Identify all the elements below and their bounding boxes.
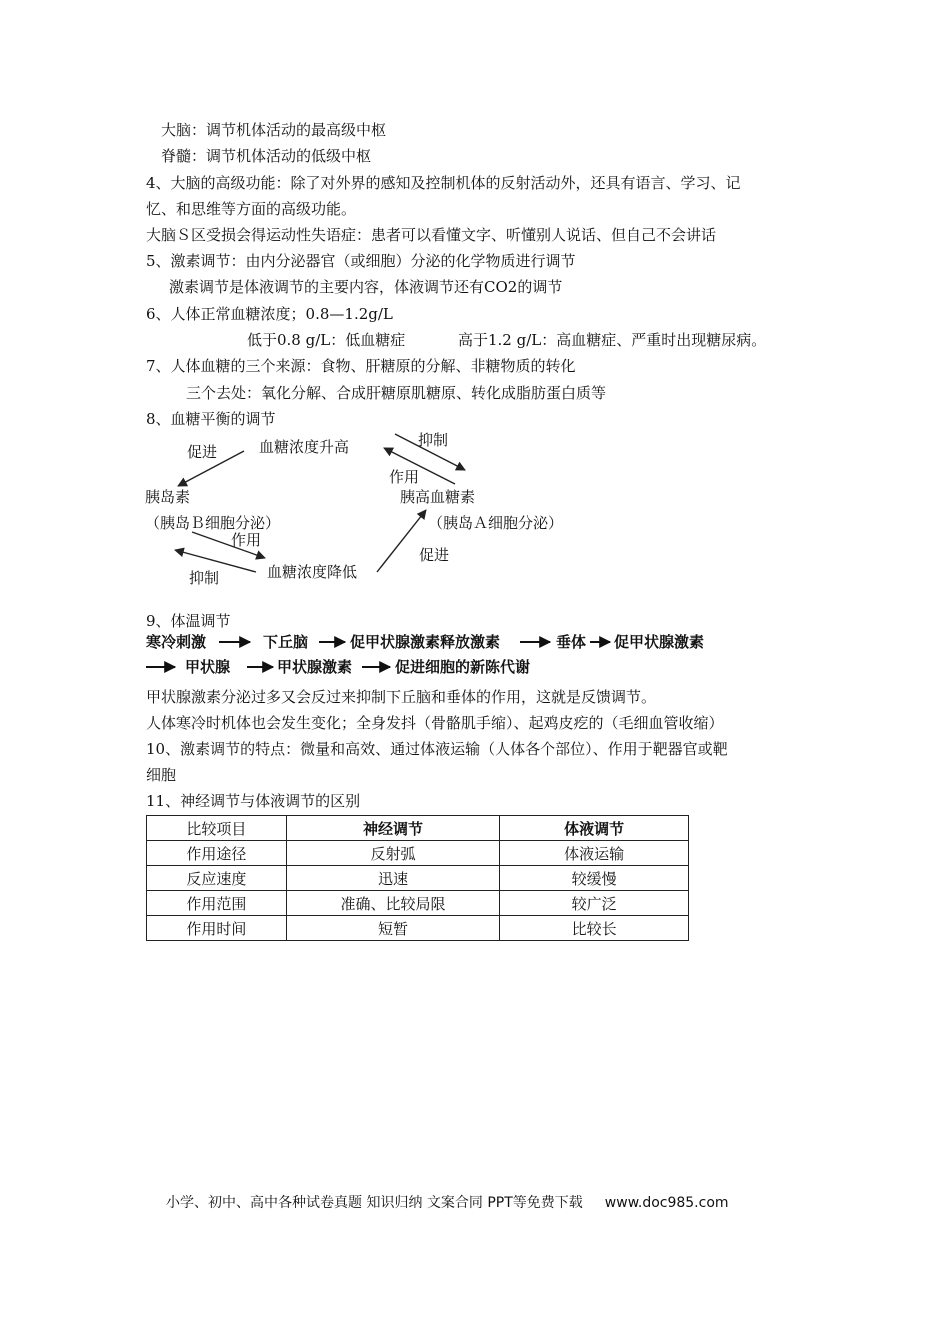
text-line: 10、激素调节的特点：微量和高效、通过体液运输（人体各个部位）、作用于靶器官或靶 bbox=[146, 740, 728, 758]
flow-thyroid: 甲状腺 bbox=[185, 658, 231, 676]
comparison-table bbox=[146, 815, 689, 941]
table-cell: 较缓慢 bbox=[500, 866, 689, 891]
text-line: 8、血糖平衡的调节 bbox=[146, 410, 276, 428]
label-act: 作用 bbox=[389, 468, 420, 486]
label-glucagon: 胰高血糖素 bbox=[400, 488, 476, 506]
label-insulin-source: （胰岛Ｂ细胞分泌） bbox=[145, 514, 281, 532]
text-line: 激素调节是体液调节的主要内容，体液调节还有CO2的调节 bbox=[169, 278, 563, 296]
label-promote: 促进 bbox=[419, 546, 450, 564]
table-cell: 体液运输 bbox=[500, 841, 689, 866]
label-insulin: 胰岛素 bbox=[145, 488, 191, 506]
table-cell: 比较长 bbox=[500, 916, 689, 941]
table-row bbox=[147, 916, 689, 941]
table-cell: 准确、比较局限 bbox=[286, 891, 500, 916]
flow-pituitary: 垂体 bbox=[556, 633, 587, 651]
text-line: 忆、和思维等方面的高级功能。 bbox=[146, 200, 357, 218]
header-cell: 体液调节 bbox=[500, 816, 689, 841]
text-line: 三个去处：氧化分解、合成肝糖原肌糖原、转化成脂肪蛋白质等 bbox=[186, 384, 607, 402]
flow-cold-stimulus: 寒冷刺激 bbox=[146, 633, 207, 651]
table-cell: 迅速 bbox=[286, 866, 500, 891]
header-cell: 比较项目 bbox=[147, 816, 287, 841]
table-header-row bbox=[147, 816, 689, 841]
footer-text: 小学、初中、高中各种试卷真题 知识归纳 文案合同 PPT等免费下载 bbox=[166, 1195, 583, 1211]
table-cell: 反射弧 bbox=[286, 841, 500, 866]
label-inhibit: 抑制 bbox=[189, 569, 220, 587]
label-sugar-high: 血糖浓度升高 bbox=[259, 438, 350, 456]
text-line: 7、人体血糖的三个来源：食物、肝糖原的分解、非糖物质的转化 bbox=[146, 357, 576, 375]
footer-url[interactable]: www.doc985.com bbox=[604, 1195, 729, 1211]
text-line: 11、神经调节与体液调节的区别 bbox=[146, 792, 361, 810]
text-line: 大脑Ｓ区受损会得运动性失语症：患者可以看懂文字、听懂别人说话、但自己不会讲话 bbox=[146, 226, 717, 244]
table-row bbox=[147, 866, 689, 891]
label-inhibit: 抑制 bbox=[418, 431, 449, 449]
table-row bbox=[147, 891, 689, 916]
text-line: 5、激素调节：由内分泌器官（或细胞）分泌的化学物质进行调节 bbox=[146, 252, 576, 270]
label-promote: 促进 bbox=[187, 443, 218, 461]
table-cell: 反应速度 bbox=[147, 866, 287, 891]
flow-trh: 促甲状腺激素释放激素 bbox=[350, 633, 501, 651]
text-line: 6、人体正常血糖浓度；0.8—1.2g/L bbox=[146, 305, 393, 323]
text-line: 甲状腺激素分泌过多又会反过来抑制下丘脑和垂体的作用，这就是反馈调节。 bbox=[146, 688, 657, 706]
text-line: 低于0.8 g/L：低血糖症 bbox=[247, 331, 406, 349]
text-line: 细胞 bbox=[146, 766, 177, 784]
text-line: 人体寒冷时机体也会发生变化；全身发抖（骨骼肌手缩）、起鸡皮疙的（毛细血管收缩） bbox=[146, 714, 724, 732]
flow-thyroid-hormone: 甲状腺激素 bbox=[277, 658, 353, 676]
header-cell: 神经调节 bbox=[286, 816, 500, 841]
text-line: 4、大脑的高级功能：除了对外界的感知及控制机体的反射活动外，还具有语言、学习、记 bbox=[146, 174, 741, 192]
page-footer bbox=[166, 1192, 729, 1212]
label-act: 作用 bbox=[231, 531, 262, 549]
label-glucagon-source: （胰岛Ａ细胞分泌） bbox=[428, 514, 564, 532]
label-sugar-low: 血糖浓度降低 bbox=[267, 563, 358, 581]
text-line: 大脑：调节机体活动的最高级中枢 bbox=[161, 121, 387, 139]
table-cell: 作用时间 bbox=[147, 916, 287, 941]
table-cell: 短暂 bbox=[286, 916, 500, 941]
text-line: 脊髓：调节机体活动的低级中枢 bbox=[161, 147, 372, 165]
table-cell: 作用范围 bbox=[147, 891, 287, 916]
flow-metabolism: 促进细胞的新陈代谢 bbox=[395, 658, 531, 676]
text-line: 9、体温调节 bbox=[146, 612, 231, 630]
flow-hypothalamus: 下丘脑 bbox=[263, 633, 309, 651]
flow-tsh: 促甲状腺激素 bbox=[614, 633, 705, 651]
table-cell: 作用途径 bbox=[147, 841, 287, 866]
text-line: 高于1.2 g/L：高血糖症、严重时出现糖尿病。 bbox=[458, 331, 767, 349]
table-cell: 较广泛 bbox=[500, 891, 689, 916]
table-row bbox=[147, 841, 689, 866]
